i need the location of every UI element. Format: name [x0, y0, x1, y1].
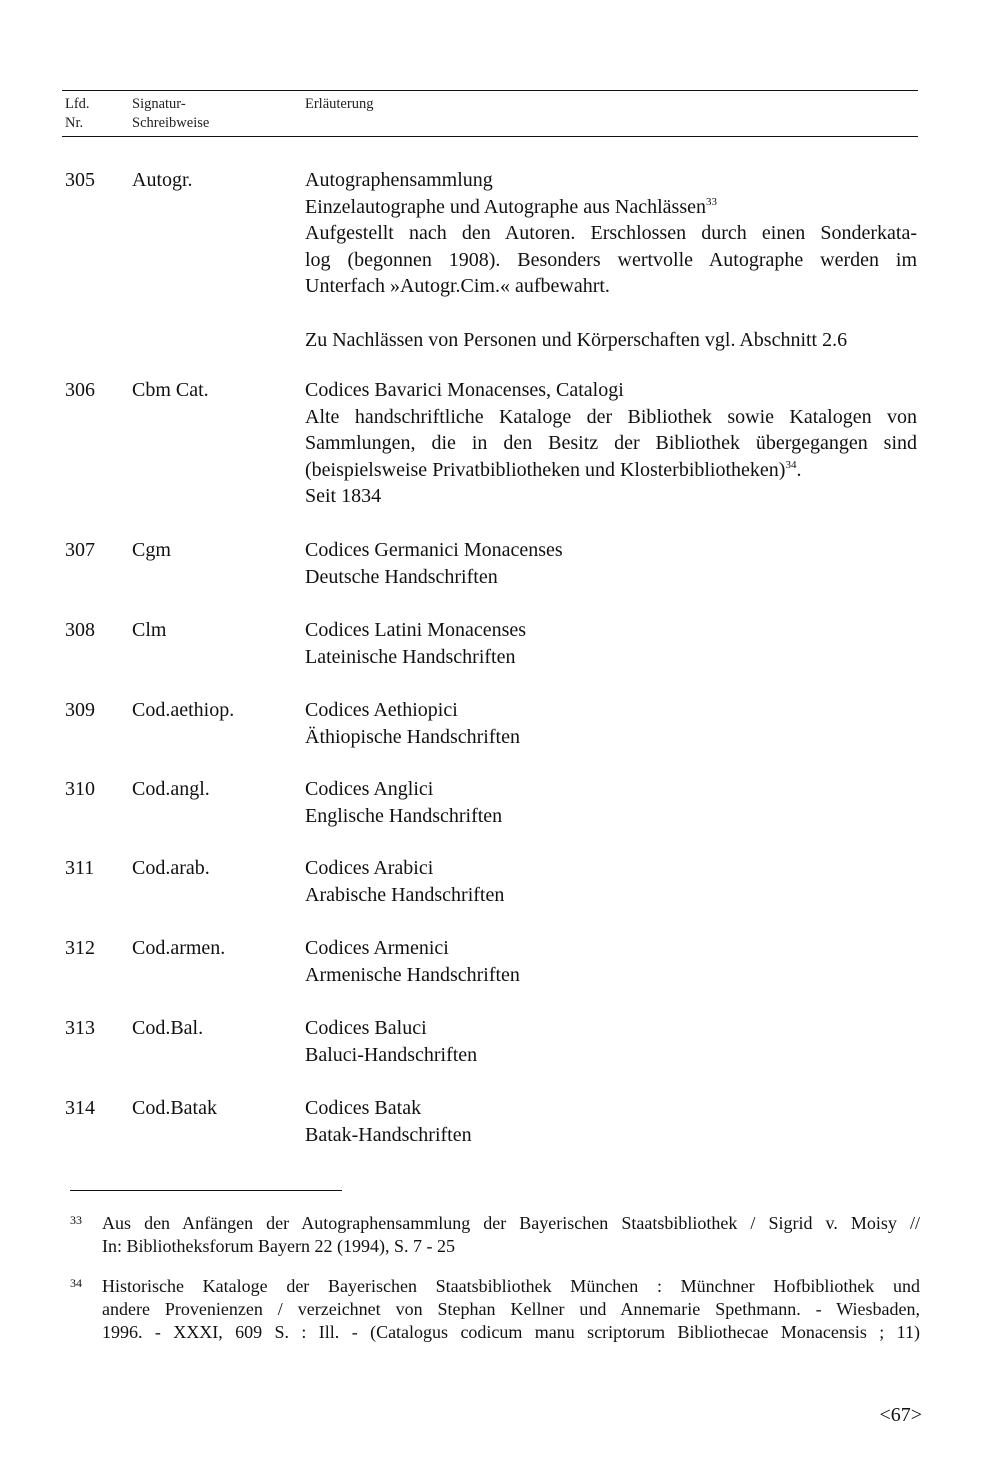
row-explanation: [305, 855, 917, 908]
text-line: [305, 220, 917, 247]
row-signature: Clm: [132, 619, 167, 641]
row-explanation: [305, 697, 917, 750]
text-line: [305, 273, 917, 300]
text-line-content: Sammlungen, die in den Besitz der Bibliothek übergegangen sind: [305, 432, 917, 454]
text-line: [305, 803, 917, 830]
text-line-content: Unterfach »Autogr.Cim.« aufbewahrt.: [305, 275, 610, 297]
text-line: [305, 430, 917, 457]
row-explanation: [305, 167, 917, 353]
row-explanation: [305, 935, 917, 988]
page-number: <67>: [879, 1404, 922, 1426]
text-line: [305, 247, 917, 274]
text-line-content: Codices Anglici: [305, 778, 434, 800]
row-signature: Cod.arab.: [132, 857, 210, 879]
text-line: [305, 855, 917, 882]
footnote-mark: 33: [70, 1213, 82, 1227]
text-line-content: Äthiopische Handschriften: [305, 725, 520, 748]
header-col-number: [65, 95, 120, 133]
row-explanation: [305, 1015, 917, 1068]
footnote-body: [102, 1275, 920, 1344]
row-number: 314: [65, 1097, 95, 1119]
text-line: [305, 776, 917, 803]
row-signature: Cod.Bal.: [132, 1017, 204, 1039]
row-explanation: [305, 537, 917, 590]
footnote-reference: 33: [705, 195, 717, 208]
text-line: [305, 935, 917, 962]
row-signature: Cod.aethiop.: [132, 699, 235, 721]
text-line-content: Codices Batak: [305, 1097, 422, 1119]
header-col-number-line: Nr.: [65, 115, 84, 131]
table-top-rule: [62, 90, 918, 91]
text-line-content: In: Bibliotheksforum Bayern 22 (1994), S. 7 - 25: [102, 1236, 455, 1256]
header-col-signature: [132, 95, 292, 133]
text-line: [102, 1321, 920, 1344]
row-number: 309: [65, 699, 95, 721]
text-line: [305, 404, 917, 431]
text-line-content: Aufgestellt nach den Autoren. Erschlossen durch einen Sonderkata-: [305, 222, 917, 244]
text-line-tail: .: [796, 458, 802, 481]
header-col-signature-line: Signatur-: [132, 96, 186, 112]
paragraph-gap: [305, 300, 917, 327]
text-line: [305, 644, 917, 671]
text-line: [305, 537, 917, 564]
text-line: [305, 377, 917, 404]
text-line: [305, 697, 917, 724]
text-line: [305, 194, 917, 221]
footnote-mark: 34: [70, 1276, 82, 1290]
text-line-content: Seit 1834: [305, 485, 382, 507]
text-line: [305, 1095, 917, 1122]
footnote-reference: 34: [785, 458, 797, 471]
text-line-content: Codices Latini Monacenses: [305, 619, 527, 641]
text-line-content: Codices Armenici: [305, 937, 449, 959]
text-line: [305, 724, 917, 751]
text-line-content: Zu Nachlässen von Personen und Körperschaften vgl. Abschnitt 2.6: [305, 328, 848, 351]
text-line-content: Codices Aethiopici: [305, 699, 458, 721]
text-line-content: 1996. - XXXI, 609 S. : Ill. - (Catalogus codicum manu scriptorum Bibliothecae Monacensis ; 11): [102, 1322, 920, 1342]
text-line: [305, 564, 917, 591]
text-line: [305, 1042, 917, 1069]
text-line-content: (beispielsweise Privatbibliotheken und Klosterbibliotheken): [305, 458, 786, 481]
text-line-content: Codices Bavarici Monacenses, Catalogi: [305, 379, 624, 401]
text-line-content: Codices Arabici: [305, 857, 434, 879]
text-line: [102, 1275, 920, 1298]
text-line: [305, 1122, 917, 1149]
footnote-body: [102, 1212, 920, 1258]
header-col-signature-line: Schreibweise: [132, 115, 210, 131]
row-number: 306: [65, 379, 95, 401]
row-number: 313: [65, 1017, 95, 1039]
text-line: [305, 882, 917, 909]
text-line-content: Einzelautographe und Autographe aus Nachlässen: [305, 195, 706, 218]
text-line-content: Lateinische Handschriften: [305, 645, 516, 668]
text-line-content: Aus den Anfängen der Autographensammlung der Bayerischen Staatsbibliothek / Sigrid v. Moisy //: [102, 1213, 920, 1233]
text-line: [102, 1235, 920, 1258]
row-signature: Cbm Cat.: [132, 379, 209, 401]
text-line: [102, 1298, 920, 1321]
table-header-rule: [62, 136, 918, 137]
row-number: 307: [65, 539, 95, 561]
text-line-content: Deutsche Handschriften: [305, 565, 498, 588]
header-col-number-line: Lfd.: [65, 96, 90, 112]
footnote: [70, 1275, 920, 1344]
row-explanation: [305, 377, 917, 510]
row-signature: Cgm: [132, 539, 171, 561]
text-line-content: Codices Germanici Monacenses: [305, 539, 563, 561]
text-line: [305, 617, 917, 644]
text-line-content: Historische Kataloge der Bayerischen Staatsbibliothek München : Münchner Hofbibliothek und: [102, 1276, 920, 1296]
row-signature: Autogr.: [132, 169, 193, 191]
text-line-content: Alte handschriftliche Kataloge der Bibliothek sowie Katalogen von: [305, 405, 917, 428]
text-line: [305, 1015, 917, 1042]
row-explanation: [305, 617, 917, 670]
text-line: [305, 962, 917, 989]
header-col-explanation: Erläuterung: [305, 96, 374, 112]
text-line-content: Autographensammlung: [305, 169, 493, 191]
row-explanation: [305, 1095, 917, 1148]
text-line-content: Arabische Handschriften: [305, 883, 505, 906]
text-line: [305, 167, 917, 194]
footnote: [70, 1212, 920, 1258]
text-line-content: Batak-Handschriften: [305, 1123, 472, 1146]
footnote-separator: [70, 1190, 342, 1191]
text-line: [305, 483, 917, 510]
row-number: 305: [65, 169, 95, 191]
row-number: 311: [65, 857, 95, 879]
text-line-content: Englische Handschriften: [305, 804, 503, 827]
text-line-content: Baluci-Handschriften: [305, 1043, 478, 1066]
row-number: 310: [65, 778, 95, 800]
text-line-content: log (begonnen 1908). Besonders wertvolle Autographe werden im: [305, 248, 917, 271]
row-signature: Cod.Batak: [132, 1097, 217, 1119]
row-explanation: [305, 776, 917, 829]
text-line-content: andere Provenienzen / verzeichnet von Stephan Kellner und Annemarie Spethmann. - Wiesbaden,: [102, 1299, 920, 1319]
text-line-content: Armenische Handschriften: [305, 963, 520, 986]
text-line-content: Codices Baluci: [305, 1017, 427, 1039]
row-number: 308: [65, 619, 95, 641]
row-signature: Cod.armen.: [132, 937, 226, 959]
text-line: [102, 1212, 920, 1235]
text-line: [305, 457, 917, 484]
row-number: 312: [65, 937, 95, 959]
text-line: [305, 327, 917, 354]
row-signature: Cod.angl.: [132, 778, 210, 800]
